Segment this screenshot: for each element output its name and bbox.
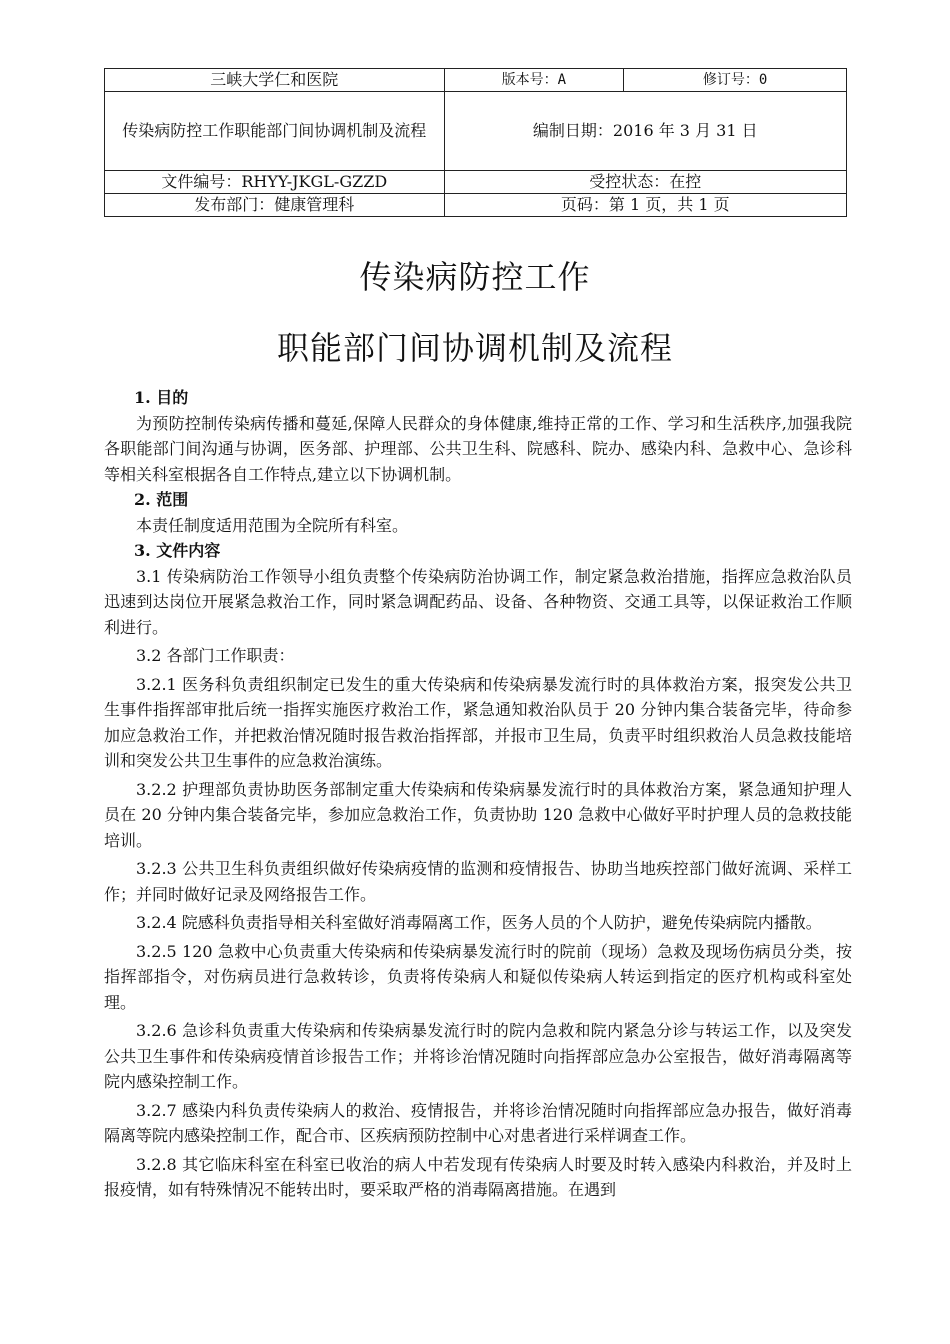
clause-3-2-4: 3.2.4 院感科负责指导相关科室做好消毒隔离工作，医务人员的个人防护，避免传染病院内播散。 bbox=[136, 913, 822, 932]
clause-3-2: 3.2 各部门工作职责： bbox=[136, 646, 295, 665]
section-1-heading: 1. 目的 bbox=[134, 388, 189, 407]
version-number: 版本号：A bbox=[444, 69, 624, 92]
section-3-heading: 3. 文件内容 bbox=[134, 541, 221, 560]
document-header-table bbox=[104, 68, 847, 217]
main-title-line-1: 传染病防控工作 bbox=[359, 258, 591, 296]
clause-3-2-7: 3.2.7 感染内科负责传染病人的救治、疫情报告，并将诊治情况随时向指挥部应急办报告，做好消毒隔离等院内感染控制工作，配合市、区疾病预防控制中心对患者进行采样调查工作。 bbox=[104, 1100, 852, 1145]
header-row-3 bbox=[105, 171, 847, 194]
section-2-heading: 2. 范围 bbox=[134, 490, 189, 509]
document-body bbox=[104, 385, 852, 1203]
file-number: 文件编号：RHYY-JKGL-GZZD bbox=[105, 171, 445, 194]
main-title-line-2: 职能部门间协调机制及流程 bbox=[276, 329, 673, 367]
page-info: 页码：第 1 页，共 1 页 bbox=[444, 194, 846, 217]
section-2-body: 本责任制度适用范围为全院所有科室。 bbox=[136, 515, 409, 535]
section-1-body: 为预防控制传染病传播和蔓延,保障人民群众的身体健康,维持正常的工作、学习和生活秩序,加强我院各职能部门间沟通与协调，医务部、护理部、公共卫生科、院感科、院办、感染内科、急救中心、急诊科等相关科室根据各自工作特点,建立以下协调机制。 bbox=[104, 413, 852, 484]
clause-3-2-1: 3.2.1 医务科负责组织制定已发生的重大传染病和传染病暴发流行时的具体救治方案，报突发公共卫生事件指挥部审批后统一指挥实施医疗救治工作，紧急通知救治队员于 20 分钟内集合装备完毕，待命参加应急救治工作，并把救治情况随时报告救治指挥部，并报市卫生局，负责平时组织救治人员急救技能培训和突发公共卫生事件的应急救治演练。 bbox=[104, 674, 852, 770]
header-row-2 bbox=[105, 92, 847, 171]
control-status: 受控状态：在控 bbox=[444, 171, 846, 194]
publishing-department: 发布部门：健康管理科 bbox=[105, 194, 445, 217]
clause-3-1: 3.1 传染病防治工作领导小组负责整个传染病防治协调工作，制定紧急救治措施，指挥应急救治队员迅速到达岗位开展紧急救治工作，同时紧急调配药品、设备、各种物资、交通工具等，以保证救治工作顺利进行。 bbox=[104, 566, 852, 637]
clause-3-2-5: 3.2.5 120 急救中心负责重大传染病和传染病暴发流行时的院前（现场）急救及现场伤病员分类，按指挥部指令，对伤病员进行急救转诊，负责将传染病人和疑似传染病人转运到指定的医疗机构或科室处理。 bbox=[104, 941, 852, 1012]
revision-number: 修订号：0 bbox=[624, 69, 847, 92]
header-row-1 bbox=[105, 69, 847, 92]
clause-3-2-2: 3.2.2 护理部负责协助医务部制定重大传染病和传染病暴发流行时的具体救治方案，紧急通知护理人员在 20 分钟内集合装备完毕，参加应急救治工作，负责协助 120 急救中心做好平时护理人员的急救技能培训。 bbox=[104, 779, 852, 850]
clause-3-2-8: 3.2.8 其它临床科室在科室已收治的病人中若发现有传染病人时要及时转入感染内科救治，并及时上报疫情，如有特殊情况不能转出时，要采取严格的消毒隔离措施。在遇到 bbox=[104, 1154, 852, 1199]
clause-3-2-3: 3.2.3 公共卫生科负责组织做好传染病疫情的监测和疫情报告、协助当地疾控部门做好流调、采样工作；并同时做好记录及网络报告工作。 bbox=[104, 859, 852, 904]
header-row-4 bbox=[105, 194, 847, 217]
document-title-cell: 传染病防控工作职能部门间协调机制及流程 bbox=[105, 92, 445, 171]
compile-date: 编制日期：2016 年 3 月 31 日 bbox=[444, 92, 846, 171]
clause-3-2-6: 3.2.6 急诊科负责重大传染病和传染病暴发流行时的院内急救和院内紧急分诊与转运工作，以及突发公共卫生事件和传染病疫情首诊报告工作；并将诊治情况随时向指挥部应急办公室报告，做好消毒隔离等院内感染控制工作。 bbox=[104, 1021, 852, 1091]
hospital-name: 三峡大学仁和医院 bbox=[105, 69, 445, 92]
